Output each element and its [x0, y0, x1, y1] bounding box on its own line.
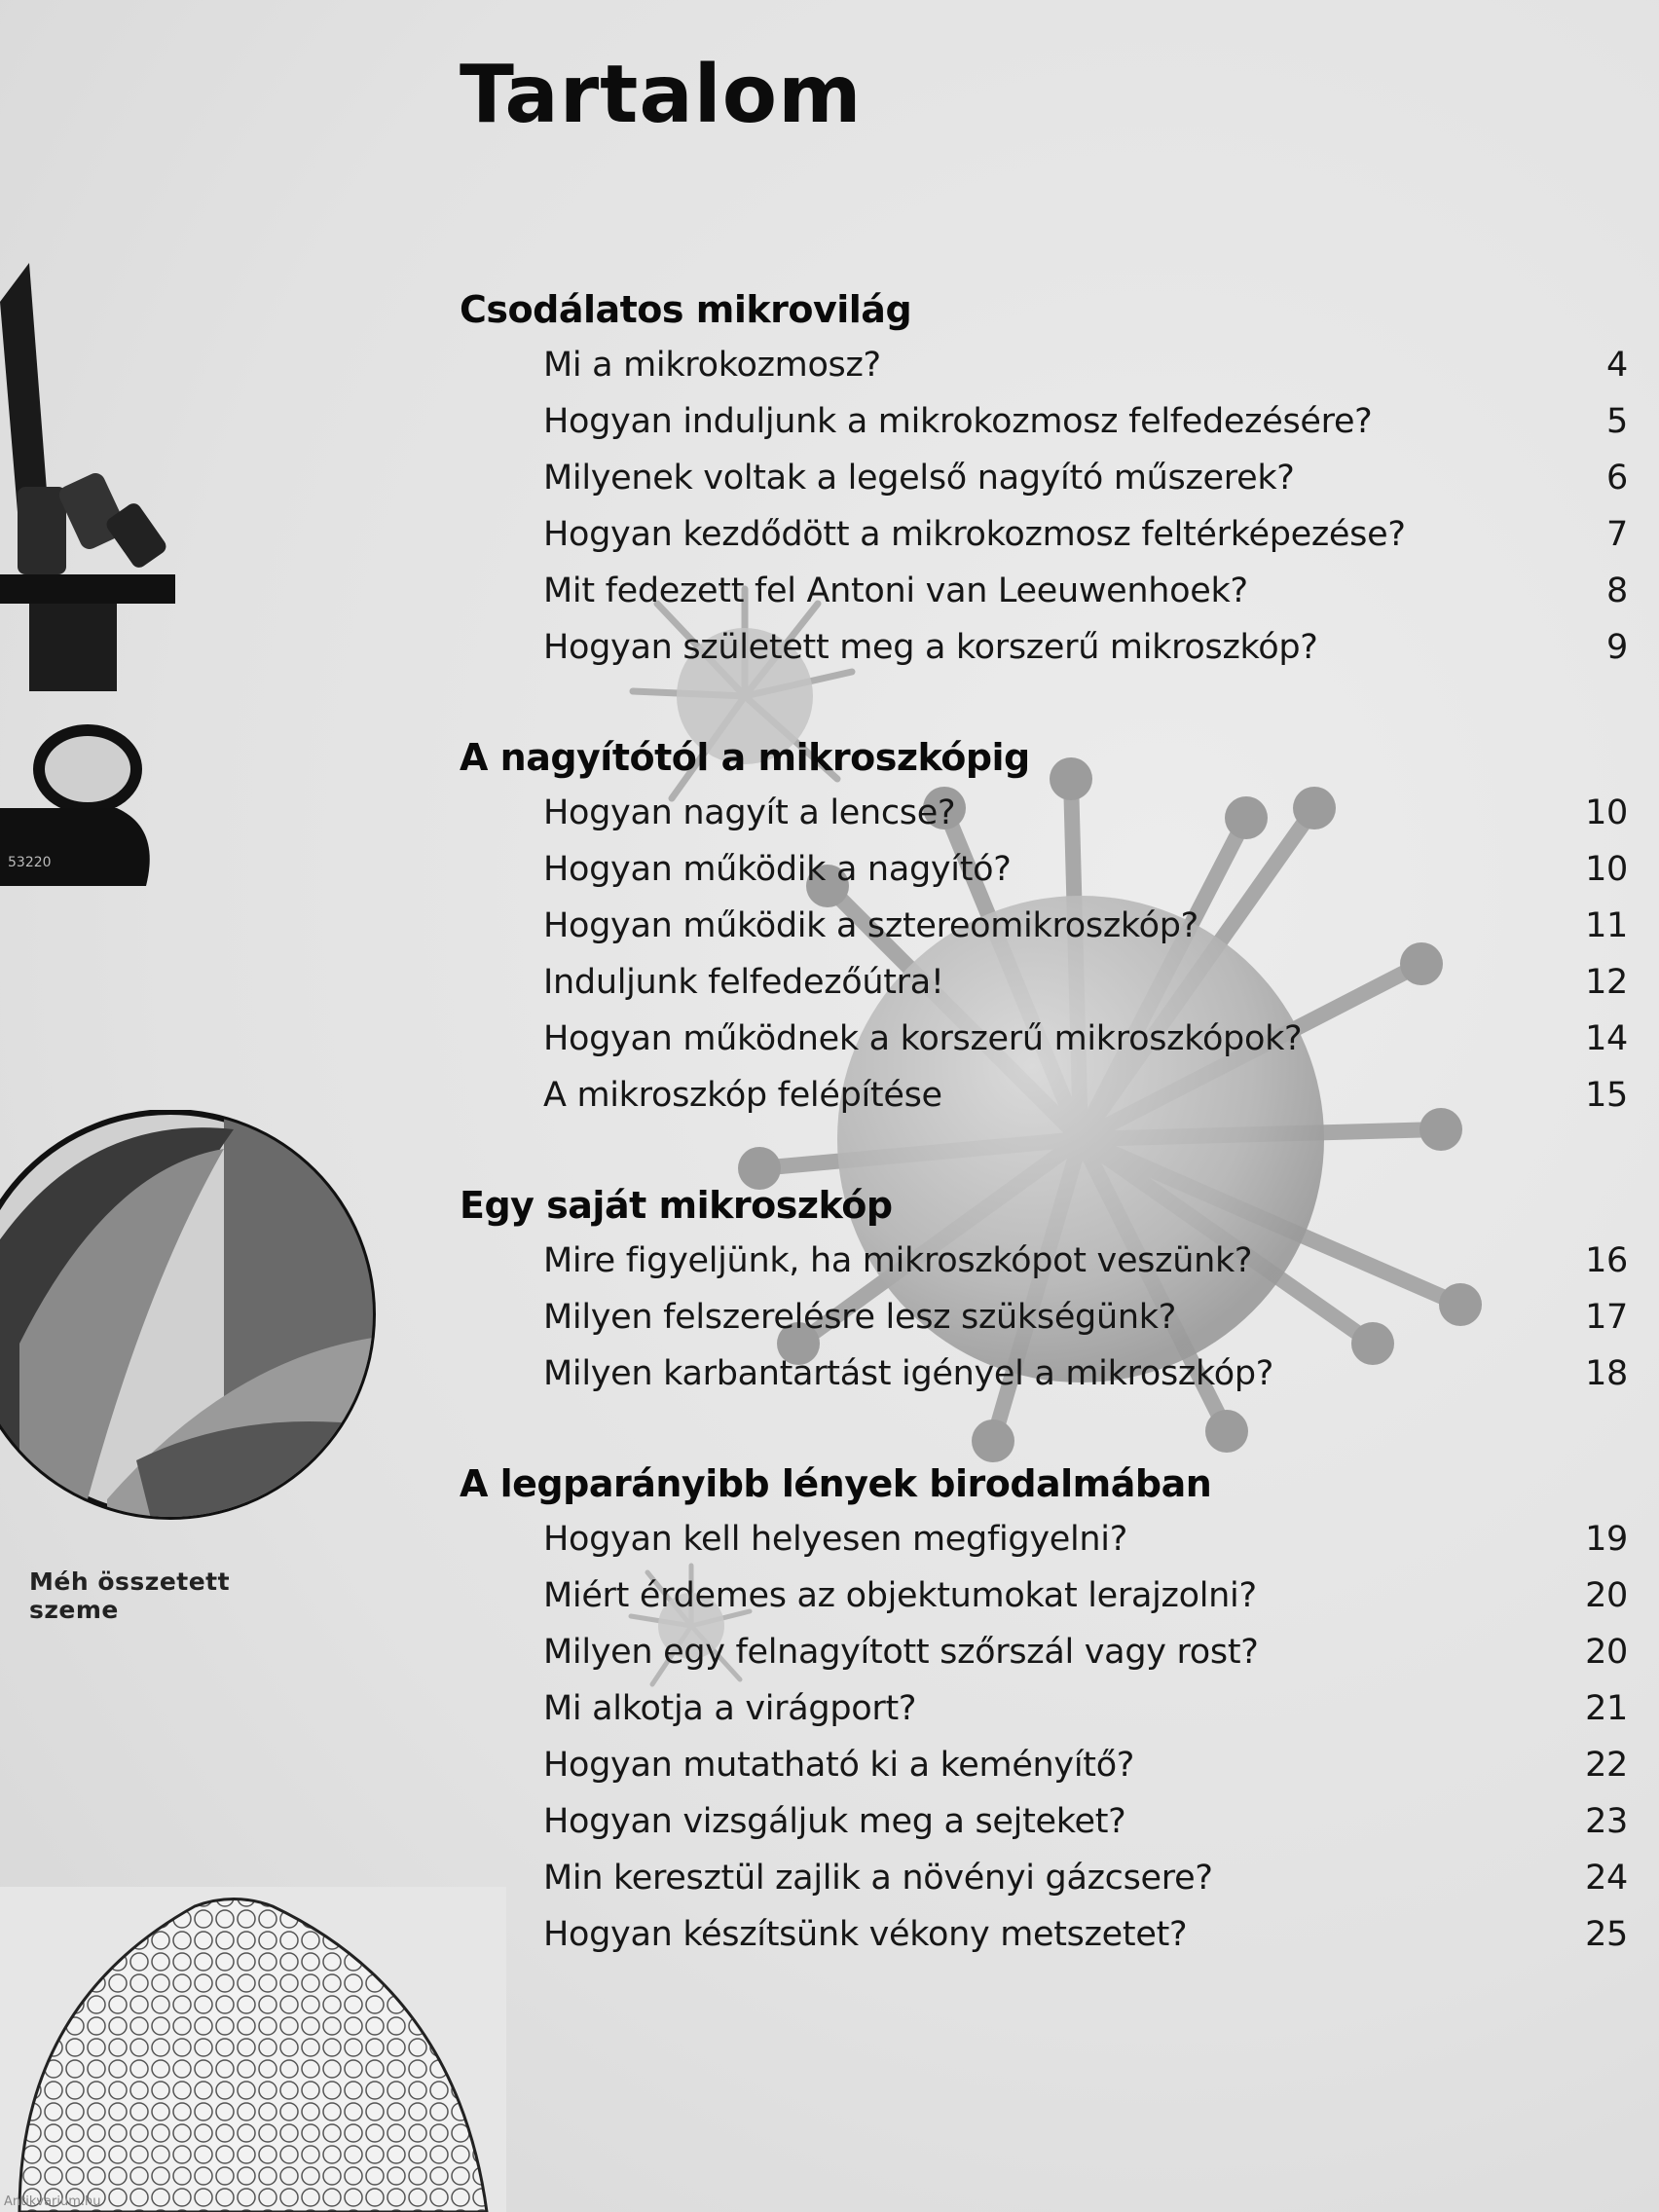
toc-entry[interactable] [460, 1793, 1628, 1850]
toc-entry-page-number: 6 [1606, 459, 1628, 498]
toc-entry-title: Miért érdemes az objektumokat lerajzolni? [543, 1576, 1257, 1615]
toc-entry-title: Mi alkotja a virágport? [543, 1689, 917, 1728]
toc-section [460, 1178, 1628, 1402]
toc-section [460, 282, 1628, 676]
toc-entry-page-number: 15 [1585, 1076, 1628, 1115]
toc-entry[interactable] [460, 1624, 1628, 1680]
section-heading: A nagyítótól a mikroszkópig [460, 736, 1030, 779]
toc-entry[interactable] [460, 1511, 1628, 1567]
toc-entry-page-number: 16 [1585, 1241, 1628, 1280]
toc-entry[interactable] [460, 1906, 1628, 1963]
microscope-serial: 53220 [8, 855, 52, 870]
toc-entry[interactable] [460, 1346, 1628, 1402]
toc-entry-page-number: 10 [1585, 793, 1628, 832]
page-title: Tartalom [460, 49, 863, 141]
toc-entry[interactable] [460, 1067, 1628, 1124]
section-heading: Csodálatos mikrovilág [460, 288, 912, 331]
toc-entry[interactable] [460, 1567, 1628, 1624]
toc-entry-page-number: 19 [1585, 1520, 1628, 1559]
toc-entry-title: Hogyan készítsünk vékony metszetet? [543, 1915, 1188, 1954]
toc-entry-title: Hogyan induljunk a mikrokozmosz felfedezésére? [543, 402, 1373, 441]
toc-entry-page-number: 24 [1585, 1859, 1628, 1898]
toc-entry-title: Hogyan mutatható ki a keményítő? [543, 1746, 1135, 1785]
toc-entry[interactable] [460, 898, 1628, 954]
toc-entry-title: Hogyan kezdődött a mikrokozmosz feltérképezése? [543, 515, 1406, 554]
toc-entry-title: Hogyan működik a sztereomikroszkóp? [543, 906, 1198, 945]
toc-entry-title: Milyen karbantartást igényel a mikroszkóp? [543, 1354, 1274, 1393]
toc-entry-title: Milyenek voltak a legelső nagyító műszerek? [543, 459, 1295, 498]
toc-entry-title: Milyen egy felnagyított szőrszál vagy rost? [543, 1633, 1259, 1672]
toc-entry-page-number: 10 [1585, 850, 1628, 889]
table-of-contents [460, 282, 1628, 2017]
toc-entry-page-number: 14 [1585, 1019, 1628, 1058]
toc-entry-title: Mit fedezett fel Antoni van Leeuwenhoek? [543, 571, 1248, 610]
toc-entry[interactable] [460, 450, 1628, 506]
toc-entry[interactable] [460, 785, 1628, 841]
toc-entry-page-number: 21 [1585, 1689, 1628, 1728]
toc-entry-title: Mi a mikrokozmosz? [543, 346, 881, 385]
toc-entry[interactable] [460, 1289, 1628, 1346]
toc-entry-page-number: 18 [1585, 1354, 1628, 1393]
toc-entry-title: Min keresztül zajlik a növényi gázcsere? [543, 1859, 1213, 1898]
toc-entry-page-number: 7 [1606, 515, 1628, 554]
toc-entry-title: Hogyan született meg a korszerű mikroszkóp? [543, 628, 1318, 667]
toc-section [460, 730, 1628, 1124]
toc-entry-page-number: 17 [1585, 1298, 1628, 1337]
toc-entry-title: Hogyan kell helyesen megfigyelni? [543, 1520, 1127, 1559]
toc-entry-page-number: 9 [1606, 628, 1628, 667]
toc-entry[interactable] [460, 841, 1628, 898]
toc-entry-title: Milyen felszerelésre lesz szükségünk? [543, 1298, 1176, 1337]
toc-entry-page-number: 8 [1606, 571, 1628, 610]
toc-entry[interactable] [460, 954, 1628, 1011]
toc-entry[interactable] [460, 563, 1628, 619]
toc-entry[interactable] [460, 619, 1628, 676]
toc-entry-page-number: 11 [1585, 906, 1628, 945]
plant-cross-section-illustration [0, 1887, 506, 2212]
toc-entry-title: A mikroszkóp felépítése [543, 1076, 942, 1115]
toc-entry-title: Mire figyeljünk, ha mikroszkópot veszünk? [543, 1241, 1253, 1280]
toc-entry-page-number: 12 [1585, 963, 1628, 1002]
section-heading: A legparányibb lények birodalmában [460, 1462, 1212, 1505]
toc-entry-page-number: 4 [1606, 346, 1628, 385]
toc-entry[interactable] [460, 1737, 1628, 1793]
bee-eye-caption: Méh összetett szeme [29, 1567, 231, 1624]
toc-entry-title: Hogyan működik a nagyító? [543, 850, 1012, 889]
toc-entry-title: Hogyan vizsgáljuk meg a sejteket? [543, 1802, 1126, 1841]
toc-entry[interactable] [460, 1850, 1628, 1906]
toc-entry-page-number: 22 [1585, 1746, 1628, 1785]
toc-entry-title: Induljunk felfedezőútra! [543, 963, 944, 1002]
microscope-illustration [0, 263, 175, 905]
bee-eye-illustration [0, 1110, 380, 1538]
toc-entry-title: Hogyan nagyít a lencse? [543, 793, 956, 832]
toc-entry[interactable] [460, 1233, 1628, 1289]
toc-entry-page-number: 5 [1606, 402, 1628, 441]
toc-entry[interactable] [460, 1011, 1628, 1067]
toc-entry[interactable] [460, 393, 1628, 450]
toc-entry-title: Hogyan működnek a korszerű mikroszkópok? [543, 1019, 1303, 1058]
toc-entry-page-number: 23 [1585, 1802, 1628, 1841]
credit-watermark: Antikvarium.hu [4, 2194, 101, 2209]
toc-entry[interactable] [460, 1680, 1628, 1737]
toc-entry-page-number: 20 [1585, 1633, 1628, 1672]
toc-section [460, 1456, 1628, 1963]
toc-entry[interactable] [460, 506, 1628, 563]
section-heading: Egy saját mikroszkóp [460, 1184, 893, 1227]
toc-entry-page-number: 20 [1585, 1576, 1628, 1615]
toc-entry[interactable] [460, 337, 1628, 393]
toc-entry-page-number: 25 [1585, 1915, 1628, 1954]
